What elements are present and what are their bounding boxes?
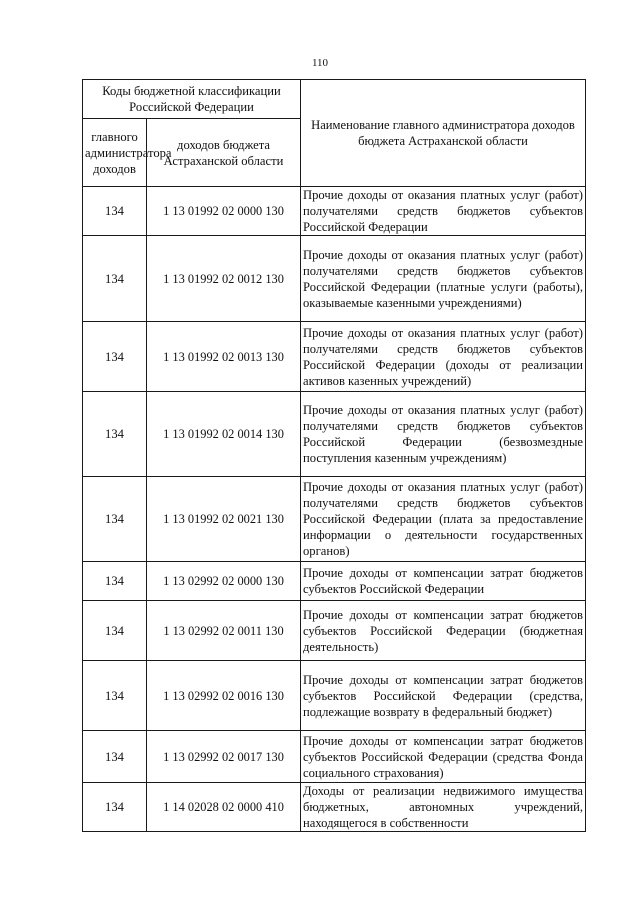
cell-income-name: Прочие доходы от оказания платных услуг (работ) получателями средств бюджетов субъектов Российской Федерации (платные услуги (работы), оказываемые казенными учреждениями) bbox=[301, 236, 586, 322]
cell-admin-code: 134 bbox=[83, 601, 147, 661]
header-admin-name: Наименование главного администратора доходов бюджета Астраханской области bbox=[301, 80, 586, 187]
cell-admin-code: 134 bbox=[83, 392, 147, 477]
table-row bbox=[83, 731, 586, 783]
page-number: 110 bbox=[311, 57, 329, 69]
cell-income-code: 1 13 01992 02 0021 130 bbox=[147, 477, 301, 562]
cell-income-code: 1 13 02992 02 0016 130 bbox=[147, 661, 301, 731]
table-row bbox=[83, 601, 586, 661]
cell-income-name: Прочие доходы от оказания платных услуг (работ) получателями средств бюджетов субъектов Российской Федерации (плата за предоставление информации о деятельности государственных органов) bbox=[301, 477, 586, 562]
cell-income-code bbox=[147, 783, 301, 832]
clip-name: Доходы от реализации недвижимого имущества бюджетных, автономных учреждений, находящегося в собственности bbox=[303, 784, 583, 830]
cell-income-name: Прочие доходы от компенсации затрат бюджетов субъектов Российской Федерации (средства, подлежащие возврату в федеральный бюджет) bbox=[301, 661, 586, 731]
header-income-code: доходов бюджета Астраханской области bbox=[147, 119, 301, 187]
cell-admin-code: 134 bbox=[83, 187, 147, 236]
clip-admin bbox=[85, 783, 144, 831]
cell-income-code: 1 13 02992 02 0017 130 bbox=[147, 731, 301, 783]
header-row-group bbox=[83, 80, 586, 119]
cell-income-code: 1 13 02992 02 0011 130 bbox=[147, 601, 301, 661]
admin-code-text: 134 bbox=[105, 800, 124, 814]
header-main-admin: главного администратора доходов bbox=[83, 119, 147, 187]
cell-admin-code: 134 bbox=[83, 322, 147, 392]
cell-income-name: Прочие доходы от оказания платных услуг (работ) получателями средств бюджетов субъектов Российской Федерации (доходы от реализации активов казенных учреждений) bbox=[301, 322, 586, 392]
cell-income-name bbox=[301, 783, 586, 832]
table-row bbox=[83, 783, 586, 832]
cell-admin-code bbox=[83, 783, 147, 832]
cell-income-code: 1 13 01992 02 0012 130 bbox=[147, 236, 301, 322]
cell-income-name: Прочие доходы от компенсации затрат бюджетов субъектов Российской Федерации (средства Фонда социального страхования) bbox=[301, 731, 586, 783]
cell-admin-code: 134 bbox=[83, 236, 147, 322]
header-codes-group: Коды бюджетной классификации Российской Федерации bbox=[83, 80, 301, 119]
cell-income-name: Прочие доходы от оказания платных услуг (работ) получателями средств бюджетов субъектов Российской Федерации (безвозмездные поступления казенным учреждениям) bbox=[301, 392, 586, 477]
cell-admin-code: 134 bbox=[83, 562, 147, 601]
cell-income-name: Прочие доходы от компенсации затрат бюджетов субъектов Российской Федерации bbox=[301, 562, 586, 601]
table-row bbox=[83, 187, 586, 236]
cell-income-code: 1 13 01992 02 0014 130 bbox=[147, 392, 301, 477]
table-row bbox=[83, 562, 586, 601]
table-row bbox=[83, 392, 586, 477]
table-row bbox=[83, 661, 586, 731]
cell-income-code: 1 13 02992 02 0000 130 bbox=[147, 562, 301, 601]
cell-admin-code: 134 bbox=[83, 477, 147, 562]
cell-admin-code: 134 bbox=[83, 661, 147, 731]
cell-income-name: Прочие доходы от компенсации затрат бюджетов субъектов Российской Федерации (бюджетная деятельность) bbox=[301, 601, 586, 661]
cell-admin-code: 134 bbox=[83, 731, 147, 783]
cell-income-name: Прочие доходы от оказания платных услуг (работ) получателями средств бюджетов субъектов Российской Федерации bbox=[301, 187, 586, 236]
cell-income-code: 1 13 01992 02 0013 130 bbox=[147, 322, 301, 392]
cell-income-code: 1 13 01992 02 0000 130 bbox=[147, 187, 301, 236]
budget-classification-table bbox=[82, 79, 586, 832]
clip-code bbox=[149, 783, 298, 831]
table-row bbox=[83, 477, 586, 562]
table-row bbox=[83, 322, 586, 392]
income-code-text: 1 14 02028 02 0000 410 bbox=[163, 800, 284, 814]
table-row bbox=[83, 236, 586, 322]
